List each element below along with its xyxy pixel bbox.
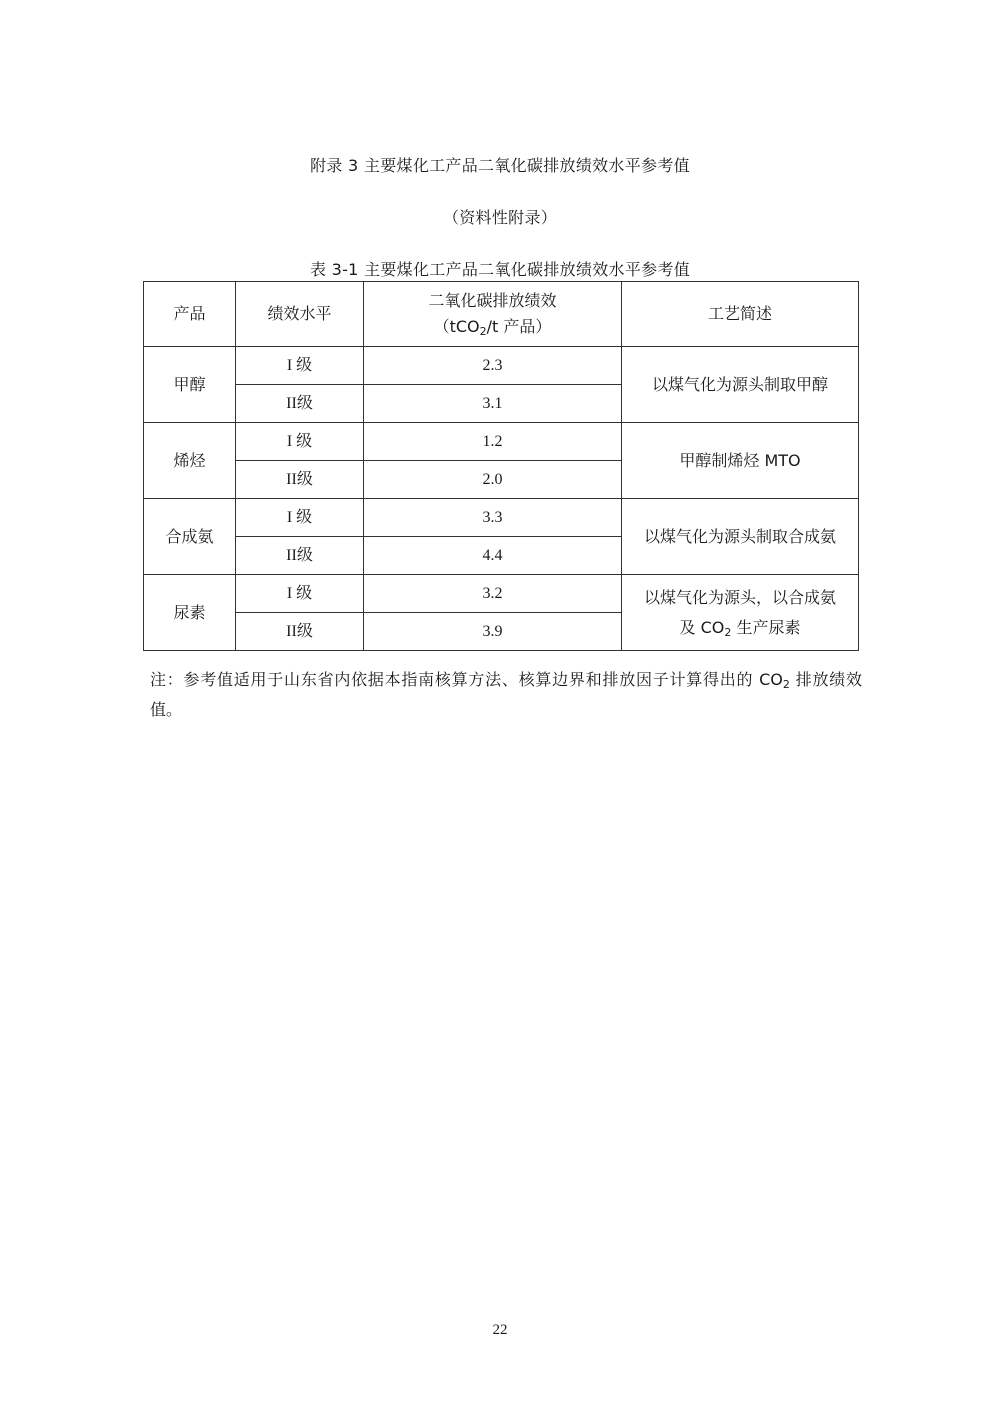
level-cell: I 级 — [236, 575, 364, 613]
value-cell: 4.4 — [364, 537, 622, 575]
product-cell: 甲醇 — [144, 347, 236, 423]
table-row — [144, 423, 859, 461]
process-line2-sub: 2 — [724, 625, 732, 639]
table-note-pre: 注：参考值适用于山东省内依据本指南核算方法、核算边界和排放因子计算得出的 CO — [150, 670, 783, 689]
table-row — [144, 499, 859, 537]
header-emission-unit-post: /t 产品） — [486, 317, 552, 336]
level-cell: II级 — [236, 613, 364, 651]
header-emission-unit-sub: 2 — [479, 325, 487, 338]
header-process: 工艺简述 — [622, 282, 859, 347]
header-emission-line2 — [370, 314, 615, 340]
value-cell: 2.0 — [364, 461, 622, 499]
process-line1: 以煤气化为源头，以合成氨 — [643, 587, 836, 607]
table-row — [144, 347, 859, 385]
header-emission-unit-pre: （tCO — [433, 317, 480, 336]
table-row — [144, 575, 859, 613]
table-header-row — [144, 282, 859, 347]
process-line2 — [628, 613, 852, 643]
level-cell: I 级 — [236, 423, 364, 461]
value-cell: 2.3 — [364, 347, 622, 385]
table-note-sub: 2 — [782, 678, 790, 691]
header-product: 产品 — [144, 282, 236, 347]
process-cell — [622, 575, 859, 651]
value-cell: 1.2 — [364, 423, 622, 461]
header-level: 绩效水平 — [236, 282, 364, 347]
process-cell: 甲醇制烯烃 MTO — [622, 423, 859, 499]
product-cell: 尿素 — [144, 575, 236, 651]
page-number: 22 — [492, 1322, 508, 1338]
emission-reference-table — [143, 281, 859, 651]
appendix-subtitle: （资料性附录） — [442, 208, 558, 227]
value-cell: 3.9 — [364, 613, 622, 651]
process-line2-post: 生产尿素 — [731, 617, 801, 637]
process-line2-pre: 及 CO — [679, 617, 725, 637]
process-cell: 以煤气化为源头制取甲醇 — [622, 347, 859, 423]
level-cell: II级 — [236, 385, 364, 423]
appendix-title: 附录 3 主要煤化工产品二氧化碳排放绩效水平参考值 — [310, 156, 690, 175]
header-emission — [364, 282, 622, 347]
product-cell: 烯烃 — [144, 423, 236, 499]
value-cell: 3.1 — [364, 385, 622, 423]
level-cell: II级 — [236, 461, 364, 499]
table-note — [150, 665, 862, 725]
table-note-post: 排放绩效值。 — [150, 670, 862, 719]
header-emission-line1: 二氧化碳排放绩效 — [428, 291, 557, 310]
table-caption: 表 3-1 主要煤化工产品二氧化碳排放绩效水平参考值 — [309, 260, 691, 279]
product-cell: 合成氨 — [144, 499, 236, 575]
value-cell: 3.2 — [364, 575, 622, 613]
level-cell: I 级 — [236, 347, 364, 385]
level-cell: II级 — [236, 537, 364, 575]
level-cell: I 级 — [236, 499, 364, 537]
process-cell: 以煤气化为源头制取合成氨 — [622, 499, 859, 575]
value-cell: 3.3 — [364, 499, 622, 537]
